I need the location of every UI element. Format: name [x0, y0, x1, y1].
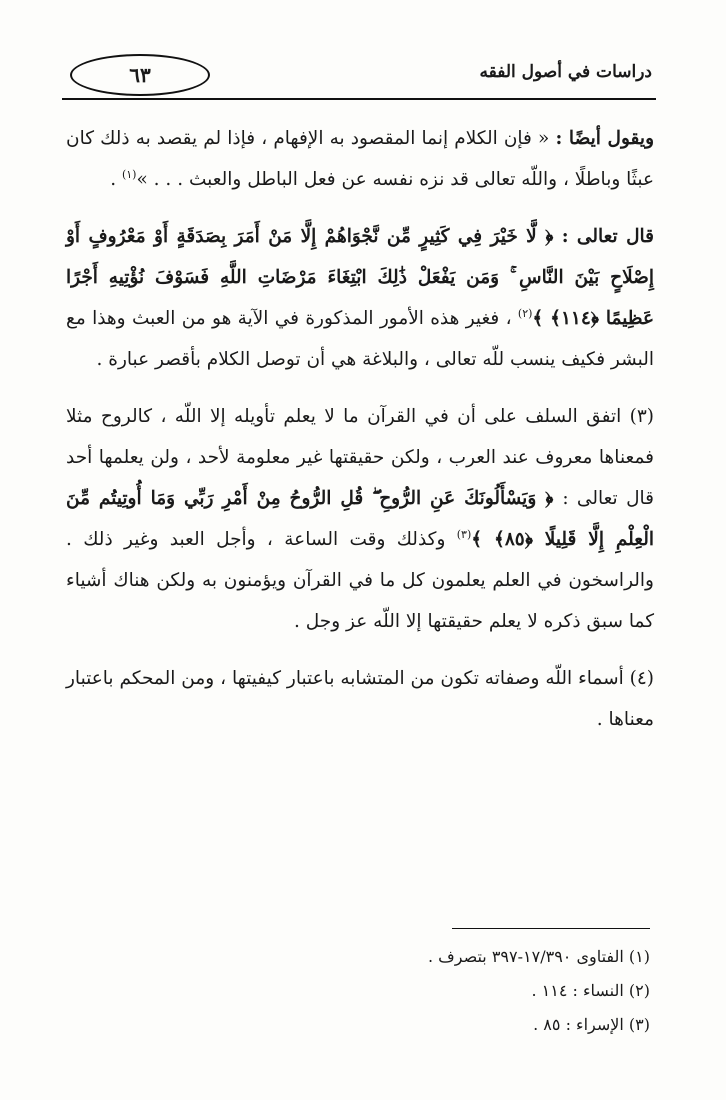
footnote-ref: (٢): [517, 306, 533, 320]
paragraph-1: [66, 118, 654, 200]
paragraph-lead: قال تعالى :: [561, 226, 654, 247]
paragraph-tail: وكذلك وقت الساعة ، وأجل العبد وغير ذلك . والراسخون في العلم يعلمون كل ما في القرآن ويؤمنون به ولكن هناك أشياء كما سبق ذكره لا يعلم حقيقتها إلا اللّه عز وجل .: [66, 529, 654, 632]
paragraph-text: (٣) اتفق السلف على أن في القرآن ما لا يعلم تأويله إلا اللّه ، كالروح مثلا فمعناها معروف عند العرب ، ولكن حقيقتها غير معلومة لأحد ، ولن يعلمها أحد قال تعالى :: [66, 406, 655, 509]
paragraph-4: [66, 658, 654, 740]
running-title: دراسات في أصول الفقه: [479, 62, 652, 82]
paragraph-2: [66, 216, 654, 380]
paragraph-text: « فإن الكلام إنما المقصود به الإفهام ، فإذا لم يقصد به ذلك كان عبثًا وباطلًا ، واللّه تعالى قد نزه نفسه عن فعل الباطل والعبث . . . »: [66, 128, 654, 190]
paragraph-tail: .: [110, 169, 122, 190]
quran-verse: ﴿ لَّا خَيْرَ فِي كَثِيرٍ مِّن نَّجْوَاهُمْ إِلَّا مَنْ أَمَرَ بِصَدَقَةٍ أَوْ مَعْرُوفٍ أَوْ إِصْلَاحٍ بَيْنَ النَّاسِ ۚ وَمَن يَفْعَلْ ذَٰلِكَ ابْتِغَاءَ مَرْضَاتِ اللَّهِ فَسَوْفَ نُؤْتِيهِ أَجْرًا عَظِيمًا ﴿١١٤﴾ ﴾: [66, 226, 655, 329]
footnotes: [300, 940, 650, 1042]
footnote-ref: (١): [121, 167, 137, 181]
footnote-item: (٣) الإسراء : ٨٥ .: [533, 1015, 650, 1034]
paragraph-text: (٤) أسماء اللّه وصفاته تكون من المتشابه باعتبار كيفيتها ، ومن المحكم باعتبار معناها .: [66, 668, 654, 730]
footnote-ref: (٣): [456, 527, 472, 541]
paragraph-text: ، فغير هذه الأمور المذكورة في الآية هو من العبث وهذا مع البشر فكيف ينسب للّه تعالى ، والبلاغة هي أن توصل الكلام بأقصر عبارة .: [66, 308, 654, 370]
footnote-divider: [452, 928, 650, 929]
main-text: [66, 118, 654, 756]
paragraph-lead: ويقول أيضًا :: [555, 128, 655, 149]
page-header: [62, 48, 656, 100]
footnote-item: (٢) النساء : ١١٤ .: [531, 981, 650, 1000]
quran-verse: ﴿ وَيَسْأَلُونَكَ عَنِ الرُّوحِ ۖ قُلِ الرُّوحُ مِنْ أَمْرِ رَبِّي وَمَا أُوتِيتُم مِّنَ الْعِلْمِ إِلَّا قَلِيلًا ﴿٨٥﴾ ﴾: [66, 488, 654, 550]
paragraph-3: [66, 396, 654, 642]
footnote-item: (١) الفتاوى ١٧/٣٩٠-٣٩٧ بتصرف .: [428, 947, 650, 966]
page-number: ٦٣: [70, 54, 210, 96]
